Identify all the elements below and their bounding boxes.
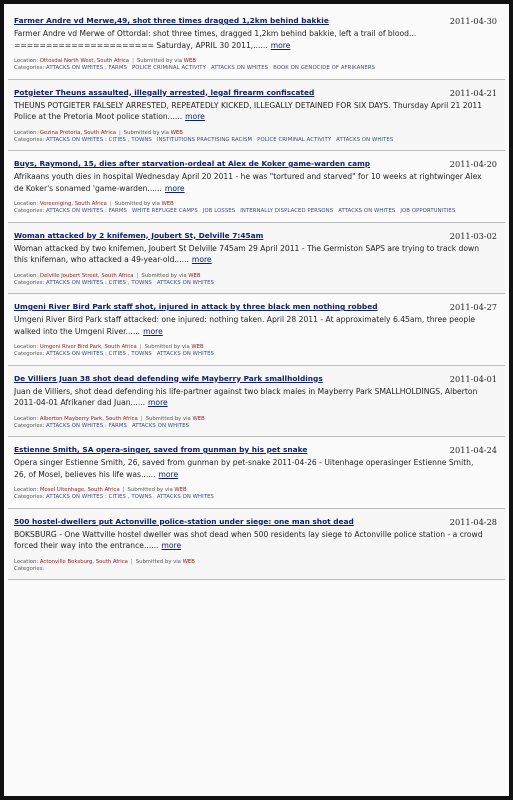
category-link[interactable]: INTERNALLY DISPLACED PERSONS: [240, 208, 334, 214]
categories-label: Categories:: [14, 565, 45, 572]
category-link[interactable]: ATTACKS ON WHITES : CITIES , TOWNS: [46, 494, 152, 500]
meta-separator: |: [130, 558, 133, 565]
report-summary: [14, 386, 484, 409]
category-link[interactable]: POLICE CRIMINAL ACTIVITY: [257, 136, 332, 143]
category-link[interactable]: JOB LOSSES: [202, 208, 236, 214]
category-link[interactable]: ATTACKS ON WHITES : FARMS: [46, 65, 127, 71]
submitted-by-label: Submitted by via: [135, 558, 181, 565]
location-link[interactable]: Actonville Boksburg, South Africa: [39, 558, 128, 565]
submitted-by-label: Submitted by via: [136, 58, 183, 64]
report-item: [8, 509, 505, 581]
categories-label: Categories:: [14, 422, 45, 429]
more-link[interactable]: more: [164, 183, 185, 193]
report-title-link[interactable]: Potgieter Theuns assaulted, illegally arrested, legal firearm confiscated: [14, 87, 315, 97]
location-label: Location:: [14, 487, 39, 493]
report-item: [8, 8, 505, 80]
submitted-source: WEB: [182, 558, 195, 565]
submitted-source: WEB: [188, 272, 201, 279]
category-link[interactable]: ATTACKS ON WHITES: [338, 208, 396, 214]
report-title-link[interactable]: Buys, Raymond, 15, dies after starvation-ordeal at Alex de Koker game-warden camp: [14, 159, 371, 168]
report-item: [8, 366, 505, 438]
category-link[interactable]: ATTACKS ON WHITES: [156, 351, 215, 357]
categories-label: Categories:: [14, 351, 45, 357]
report-summary: [14, 100, 484, 123]
meta-separator: |: [140, 415, 143, 422]
location-link[interactable]: Delville Joubert Street, South Africa: [39, 272, 134, 279]
location-label: Location:: [14, 415, 39, 422]
report-item: [8, 437, 505, 509]
report-summary-text: Opera singer Estienne Smith, 26, saved from gunman by pet-snake 2011-04-26 - Uitenhage operasinger Estienne Smith, 26, of Mosel, believes his life was......: [14, 458, 474, 479]
location-label: Location:: [14, 201, 39, 207]
category-link[interactable]: ATTACKS ON WHITES : FARMS: [46, 208, 127, 214]
location-label: Location:: [14, 129, 39, 136]
submitted-by-label: Submitted by via: [114, 201, 160, 207]
more-link[interactable]: more: [270, 40, 291, 50]
submitted-by-label: Submitted by via: [127, 487, 173, 493]
report-item: [8, 294, 505, 366]
report-date: 2011-04-28: [449, 516, 497, 527]
submitted-source: WEB: [191, 344, 204, 350]
submitted-by-label: Submitted by via: [141, 272, 187, 279]
category-link[interactable]: ATTACKS ON WHITES : CITIES , TOWNS: [46, 351, 152, 357]
report-meta: [14, 415, 499, 423]
report-summary: [14, 171, 484, 194]
report-categories: [14, 494, 484, 508]
report-categories: [14, 351, 484, 365]
category-link[interactable]: WHITE REFUGEE CAMPS: [131, 208, 198, 214]
category-link[interactable]: JOB OPPORTUNITIES: [400, 208, 456, 214]
report-date: 2011-04-30: [449, 16, 497, 26]
category-link[interactable]: ATTACKS ON WHITES : CITIES , TOWNS: [46, 279, 152, 286]
location-link[interactable]: Ottosdal North West, South Africa: [39, 58, 130, 64]
report-title-link[interactable]: De Villiers Juan 38 shot dead defending wife Mayberry Park smallholdings: [14, 373, 323, 383]
report-summary-text: Juan de Villiers, shot dead defending his life-partner against two black males in Mayberry Park SMALLHOLDINGS, Alberton 2011-04-01 Afrikaner dad Juan......: [14, 386, 478, 407]
report-meta: [14, 343, 499, 351]
categories-label: Categories:: [14, 65, 45, 71]
report-list: [8, 8, 505, 580]
report-item: [8, 223, 505, 295]
submitted-source: WEB: [170, 129, 183, 136]
category-link[interactable]: ATTACKS ON WHITES: [210, 65, 269, 71]
location-link[interactable]: Vereeniging, South Africa: [39, 201, 107, 207]
report-meta: [14, 486, 499, 494]
report-meta: [14, 272, 499, 280]
report-title-link[interactable]: Umgeni River Bird Park staff shot, injured in attack by three black men nothing robbed: [14, 302, 378, 311]
report-categories: [14, 137, 484, 151]
report-date: 2011-04-20: [449, 159, 497, 169]
location-label: Location:: [14, 58, 39, 64]
report-item: [8, 151, 505, 223]
location-label: Location:: [14, 558, 39, 565]
submitted-by-label: Submitted by via: [144, 344, 190, 350]
report-categories: [14, 280, 484, 294]
report-meta: [14, 558, 499, 566]
more-link[interactable]: more: [161, 541, 182, 550]
submitted-by-label: Submitted by via: [145, 415, 191, 422]
submitted-source: WEB: [161, 201, 174, 207]
categories-label: Categories:: [14, 494, 45, 500]
report-title-link[interactable]: Estienne Smith, SA opera-singer, saved from gunman by his pet snake: [14, 445, 308, 454]
report-date: 2011-04-21: [449, 87, 497, 98]
meta-separator: |: [139, 344, 142, 350]
location-label: Location:: [14, 272, 39, 279]
report-meta: [14, 57, 499, 65]
report-meta: [14, 129, 499, 137]
category-link[interactable]: BOOK ON GENOCIDE OF AFRIKANERS: [273, 65, 376, 71]
report-summary: [14, 314, 484, 337]
more-link[interactable]: more: [191, 255, 212, 264]
category-link[interactable]: ATTACKS ON WHITES: [156, 494, 215, 500]
category-link[interactable]: ATTACKS ON WHITES: [156, 279, 215, 286]
report-date: 2011-04-24: [449, 445, 497, 455]
report-title-link[interactable]: Woman attacked by 2 knifemen, Joubert St, Delville 7:45am: [14, 230, 264, 240]
categories-label: Categories:: [14, 208, 45, 214]
report-summary: [14, 243, 484, 266]
category-link[interactable]: ATTACKS ON WHITES: [131, 422, 190, 429]
category-link[interactable]: ATTACKS ON WHITES: [336, 136, 394, 143]
category-link[interactable]: INSTITUTIONS PRACTISING RACISM: [156, 136, 253, 143]
location-link[interactable]: Gezina Pretoria, South Africa: [39, 129, 116, 136]
report-summary-text: Umgeni River Bird Park staff attacked: one injured: nothing taken. April 28 2011 - At approximately 6.45am, three people walked into the Umgeni River......: [14, 315, 475, 336]
meta-separator: |: [136, 272, 139, 279]
report-summary: [14, 457, 484, 480]
report-date: 2011-03-02: [449, 230, 497, 241]
categories-label: Categories:: [14, 136, 45, 143]
report-summary: [14, 28, 484, 51]
submitted-source: WEB: [183, 58, 196, 64]
report-title-link[interactable]: 500 hostel-dwellers put Actonville police-station under siege: one man shot dead: [14, 516, 354, 526]
meta-separator: |: [109, 201, 112, 207]
meta-separator: |: [118, 129, 121, 136]
submitted-source: WEB: [192, 415, 205, 422]
report-item: [8, 80, 505, 152]
location-label: Location:: [14, 344, 39, 350]
report-categories: [14, 423, 484, 437]
location-link[interactable]: Mosel Uitenhage, South Africa: [39, 487, 120, 493]
submitted-source: WEB: [174, 487, 187, 493]
location-link[interactable]: Alberton Mayberry Park, South Africa: [39, 415, 138, 422]
report-categories: [14, 208, 484, 222]
report-date: 2011-04-01: [449, 373, 497, 384]
report-summary-text: BOKSBURG - One Wattville hostel dweller was shot dead when 500 residents lay siege to Actonville police station - a crowd forced their way into the entrance......: [14, 529, 483, 550]
categories-label: Categories:: [14, 279, 45, 286]
report-summary-text: Afrikaans youth dies in hospital Wednesday April 20 2011 - he was "tortured and starved" for 10 weeks at rightwinger Alex de Koker's sonamed 'game-warden......: [14, 172, 482, 193]
report-summary-text: Farmer Andre vd Merwe of Ottordal: shot three times, dragged 1,2km behind bakkie, left a trail of blood... ====================== Saturday, APRIL 30 2011,......: [14, 29, 417, 50]
category-link[interactable]: POLICE CRIMINAL ACTIVITY: [131, 65, 206, 71]
report-summary: [14, 529, 484, 552]
report-categories: [14, 65, 484, 79]
meta-separator: |: [122, 487, 125, 493]
more-link[interactable]: more: [148, 398, 168, 407]
report-summary-text: Woman attacked by two knifemen, Joubert St Delville 745am 29 April 2011 - The Germiston SAPS are trying to track down this knifeman, who attacked a 49-year-old......: [14, 243, 480, 264]
report-date: 2011-04-27: [449, 302, 497, 312]
location-link[interactable]: Umgeni River Bird Park, South Africa: [39, 344, 137, 350]
category-link[interactable]: ATTACKS ON WHITES : FARMS: [46, 422, 127, 429]
submitted-by-label: Submitted by via: [123, 129, 169, 136]
category-link[interactable]: ATTACKS ON WHITES : CITIES , TOWNS: [46, 136, 152, 143]
report-categories: [14, 566, 484, 580]
report-meta: [14, 200, 499, 208]
more-link[interactable]: more: [185, 112, 205, 121]
report-title-link[interactable]: Farmer Andre vd Merwe,49, shot three times dragged 1,2km behind bakkie: [14, 16, 329, 25]
meta-separator: |: [132, 58, 134, 64]
report-summary-text: THEUNS POTGIETER FALSELY ARRESTED, REPEATEDLY KICKED, ILLEGALLY DETAINED FOR SIX DAYS. Thursday April 21 2011 Police at the Pretoria Moot police station......: [14, 100, 483, 121]
more-link[interactable]: more: [143, 326, 163, 336]
more-link[interactable]: more: [158, 469, 179, 479]
